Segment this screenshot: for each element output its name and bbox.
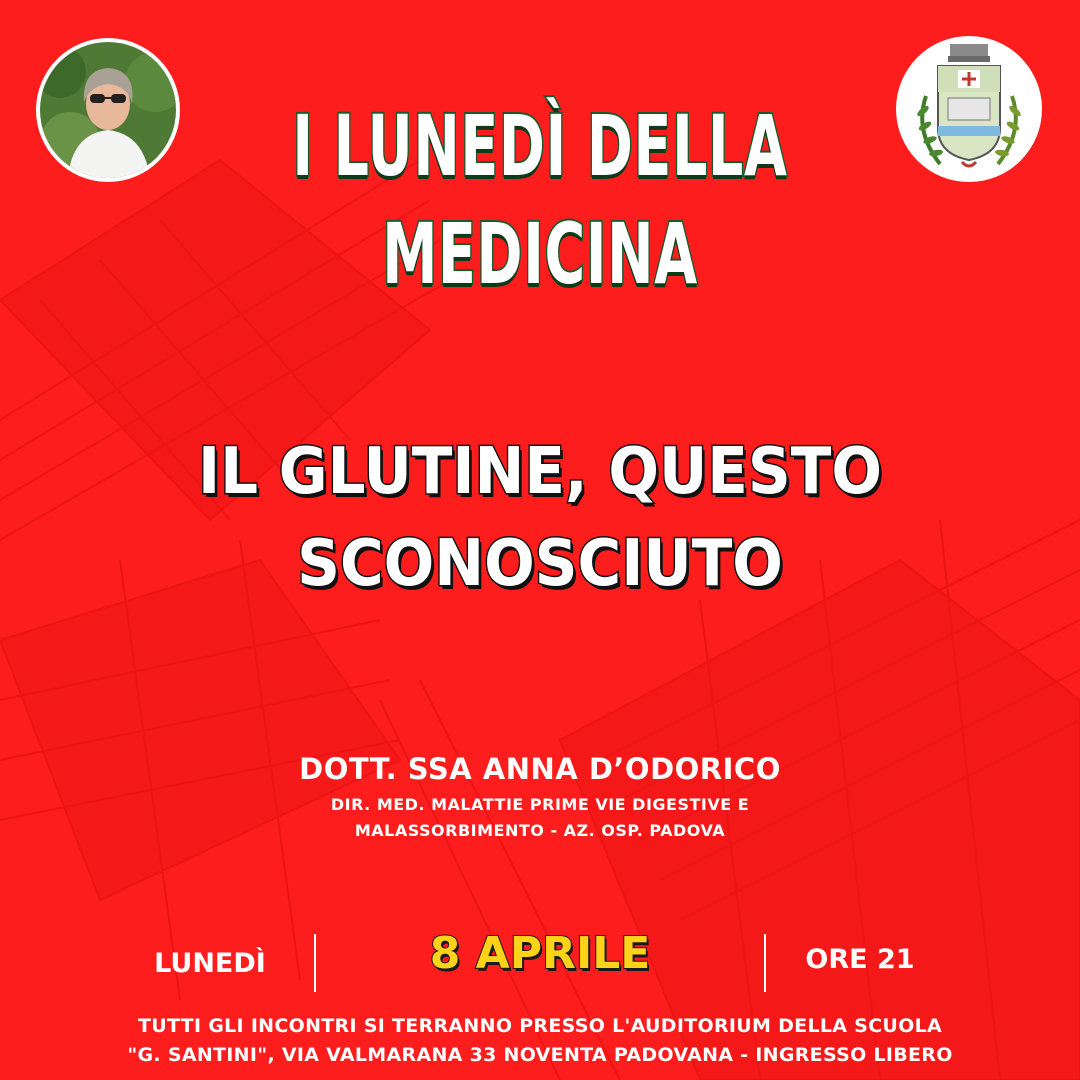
speaker-role xyxy=(0,792,1080,844)
venue-info-line-1: TUTTI GLI INCONTRI SI TERRANNO PRESSO L'AUDITORIUM DELLA SCUOLA xyxy=(138,1015,942,1037)
talk-title xyxy=(38,426,1042,610)
speaker-photo xyxy=(36,38,180,182)
title-line-2: MEDICINA xyxy=(382,205,698,303)
crest-icon xyxy=(896,36,1042,182)
talk-title-line-2: SCONOSCIUTO xyxy=(297,527,783,601)
event-series-title xyxy=(184,92,897,308)
event-time: ORE 21 xyxy=(805,944,915,975)
divider-right xyxy=(764,934,766,992)
venue-info-line-2: "G. SANTINI", VIA VALMARANA 33 NOVENTA PADOVANA - INGRESSO LIBERO xyxy=(127,1044,953,1066)
talk-title-line-1: IL GLUTINE, QUESTO xyxy=(198,435,882,509)
event-date: 8 APRILE xyxy=(429,928,651,979)
speaker-role-line-2: MALASSORBIMENTO - AZ. OSP. PADOVA xyxy=(354,821,726,840)
venue-info xyxy=(0,1012,1080,1070)
event-day: LUNEDÌ xyxy=(154,948,266,979)
speaker-role-line-1: DIR. MED. MALATTIE PRIME VIE DIGESTIVE E xyxy=(330,795,750,814)
speaker-name: DOTT. SSA ANNA D’ODORICO xyxy=(299,752,781,786)
title-line-1: I LUNEDÌ DELLA xyxy=(292,97,788,195)
divider-left xyxy=(314,934,316,992)
